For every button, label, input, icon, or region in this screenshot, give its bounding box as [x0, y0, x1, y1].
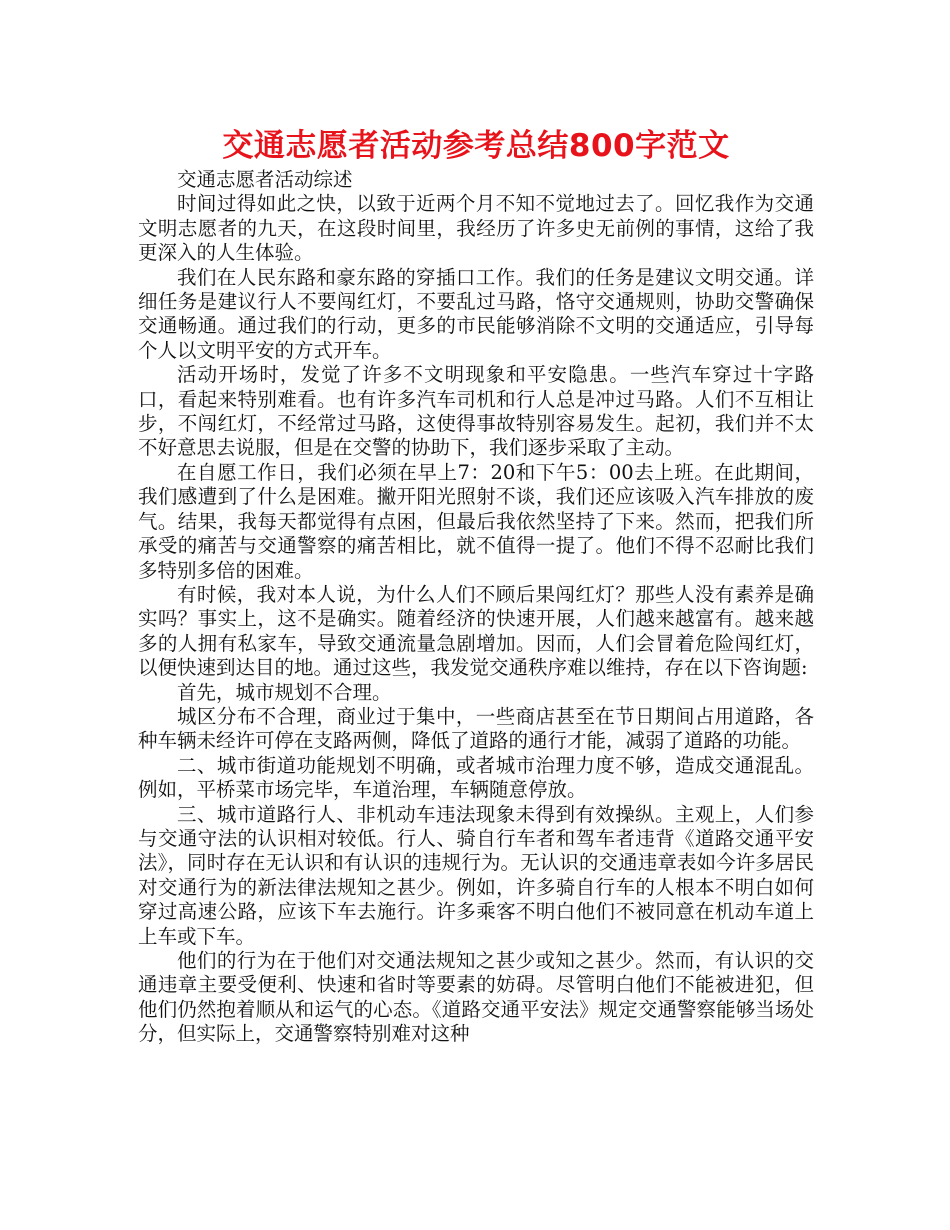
paragraph: 城区分布不合理，商业过于集中，一些商店甚至在节日期间占用道路，各种车辆未经许可停在支路两侧，降低了道路的通行才能，减弱了道路的功能。: [138, 704, 814, 753]
paragraph: 有时候，我对本人说，为什么人们不顾后果闯红灯？那些人没有素养是确实吗？事实上，这不是确实。随着经济的快速开展，人们越来越富有。越来越多的人拥有私家车，导致交通流量急剧增加。因而，人们会冒着危险闯红灯，以便快速到达目的地。通过这些，我发觉交通秩序难以维持，存在以下咨询题:: [138, 582, 814, 680]
paragraph: 在自愿工作日，我们必须在早上7：20和下午5：00去上班。在此期间，我们感遭到了什么是困难。撇开阳光照射不谈，我们还应该吸入汽车排放的废气。结果，我每天都觉得有点困，但最后我依然坚持了下来。然而，把我们所承受的痛苦与交通警察的痛苦相比，就不值得一提了。他们不得不忍耐比我们多特别多倍的困难。: [138, 460, 814, 582]
paragraph: 我们在人民东路和豪东路的穿插口工作。我们的任务是建议文明交通。详细任务是建议行人不要闯红灯，不要乱过马路，恪守交通规则，协助交警确保交通畅通。通过我们的行动，更多的市民能够消除不文明的交通适应，引导每个人以文明平安的方式开车。: [138, 265, 814, 362]
document-title: 交通志愿者活动参考总结800字范文: [222, 128, 730, 164]
paragraph-intro-heading: 交通志愿者活动综述: [177, 168, 353, 191]
paragraph: 活动开场时，发觉了许多不文明现象和平安隐患。一些汽车穿过十字路口，看起来特别难看。也有许多汽车司机和行人总是冲过马路。人们不互相让步，不闯红灯，不经常过马路，这使得事故特别容易发生。起初，我们并不太不好意思去说服，但是在交警的协助下，我们逐步采取了主动。: [138, 363, 814, 460]
paragraph: 他们的行为在于他们对交通法规知之甚少或知之甚少。然而，有认识的交通违章主要受便利、快速和省时等要素的妨碍。尽管明白他们不能被进犯，但他们仍然抱着顺从和运气的心态。《道路交通平安法》规定交通警察能够当场处分，但实际上，交通警察特别难对这种: [138, 949, 814, 1046]
paragraph: 首先，城市规划不合理。: [177, 680, 392, 704]
paragraph: 时间过得如此之快，以致于近两个月不知不觉地过去了。回忆我作为交通文明志愿者的九天，在这段时间里，我经历了许多史无前例的事情，这给了我更深入的人生体验。: [138, 192, 814, 265]
document-page: [138, 124, 814, 1047]
paragraph: 三、城市道路行人、非机动车违法现象未得到有效操纵。主观上，人们参与交通守法的认识相对较低。行人、骑自行车者和驾车者违背《道路交通平安法》，同时存在无认识和有认识的违规行为。无认识的交通违章表如今许多居民对交通行为的新法律法规知之甚少。例如，许多骑自行车的人根本不明白如何穿过高速公路，应该下车去施行。许多乘客不明白他们不被同意在机动车道上上车或下车。: [138, 802, 814, 948]
paragraph: 二、城市街道功能规划不明确，或者城市治理力度不够，造成交通混乱。例如，平桥菜市场完毕，车道治理，车辆随意停放。: [138, 753, 814, 802]
